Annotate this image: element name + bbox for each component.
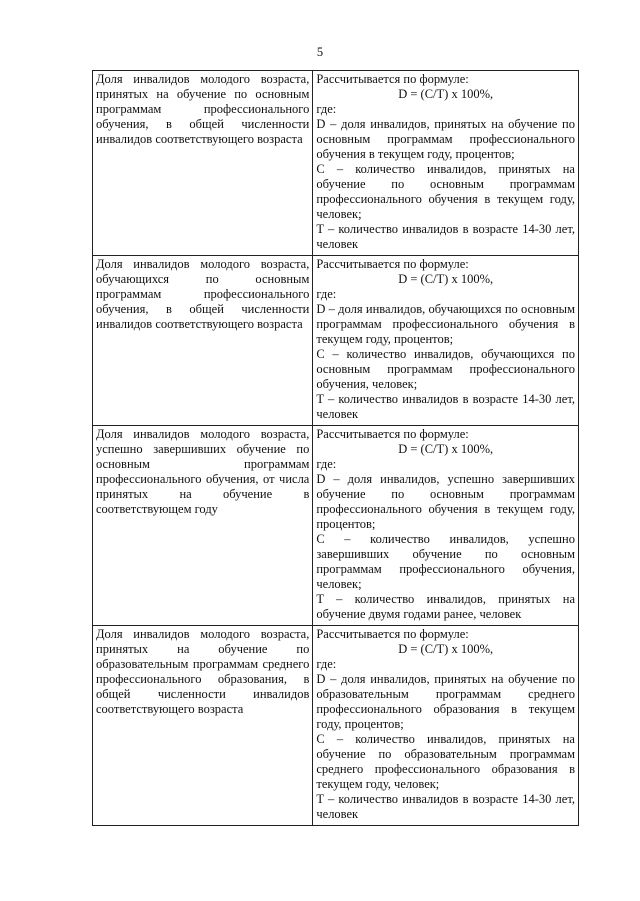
indicator-name: Доля инвалидов молодого возраста, успешно завершивших обучение по основным программам профессионального обучения, от числа принятых на обучение в соответствующем году: [93, 426, 313, 626]
calculation-method: [313, 426, 579, 626]
d-definition: D – доля инвалидов, принятых на обучение по образовательным программам среднего профессионального образования в текущем году, процентов;: [316, 672, 575, 731]
d-definition: D – доля инвалидов, принятых на обучение по основным программам профессионального обучения в текущем году, процентов;: [316, 117, 575, 161]
method-text: Рассчитывается по формуле:: [316, 257, 469, 271]
indicator-name: Доля инвалидов молодого возраста, принятых на обучение по образовательным программам среднего профессионального образования, в общей численности инвалидов соответствующего возраста: [93, 626, 313, 826]
table-row: [93, 71, 579, 256]
t-definition: T – количество инвалидов, принятых на обучение двумя годами ранее, человек: [316, 592, 575, 621]
method-text: Рассчитывается по формуле:: [316, 627, 469, 641]
c-definition: C – количество инвалидов, обучающихся по основным программам профессионального обучения, человек;: [316, 347, 575, 391]
t-definition: T – количество инвалидов в возрасте 14-30 лет, человек: [316, 392, 575, 421]
d-definition: D – доля инвалидов, успешно завершивших обучение по основным программам профессионального обучения в текущем году, процентов;: [316, 472, 575, 531]
indicator-name: Доля инвалидов молодого возраста, обучающихся по основным программам профессионального обучения, в общей численности инвалидов соответствующего возраста: [93, 256, 313, 426]
t-definition: T – количество инвалидов в возрасте 14-30 лет, человек: [316, 792, 575, 821]
formula: D = (C/T) x 100%,: [398, 642, 494, 656]
where-label: где:: [316, 457, 337, 471]
indicator-name: Доля инвалидов молодого возраста, принятых на обучение по основным программам профессионального обучения, в общей численности инвалидов соответствующего возраста: [93, 71, 313, 256]
formula: D = (C/T) x 100%,: [398, 87, 494, 101]
table-row: [93, 256, 579, 426]
where-label: где:: [316, 287, 337, 301]
c-definition: C – количество инвалидов, принятых на обучение по образовательным программам среднего профессионального образования в текущем году, человек;: [316, 732, 575, 791]
indicators-table: [92, 70, 579, 826]
method-text: Рассчитывается по формуле:: [316, 427, 469, 441]
table-row: [93, 426, 579, 626]
c-definition: C – количество инвалидов, успешно завершивших обучение по основным программам профессионального обучения, человек;: [316, 532, 575, 591]
where-label: где:: [316, 102, 337, 116]
t-definition: T – количество инвалидов в возрасте 14-30 лет, человек: [316, 222, 575, 251]
d-definition: D – доля инвалидов, обучающихся по основным программам профессионального обучения в текущем году, процентов;: [316, 302, 575, 346]
formula: D = (C/T) x 100%,: [398, 442, 494, 456]
table-row: [93, 626, 579, 826]
page-number: 5: [316, 45, 324, 59]
where-label: где:: [316, 657, 337, 671]
formula: D = (C/T) x 100%,: [398, 272, 494, 286]
calculation-method: [313, 626, 579, 826]
calculation-method: [313, 256, 579, 426]
calculation-method: [313, 71, 579, 256]
c-definition: C – количество инвалидов, принятых на обучение по основным программам профессионального обучения в текущем году, человек;: [316, 162, 575, 221]
method-text: Рассчитывается по формуле:: [316, 72, 469, 86]
